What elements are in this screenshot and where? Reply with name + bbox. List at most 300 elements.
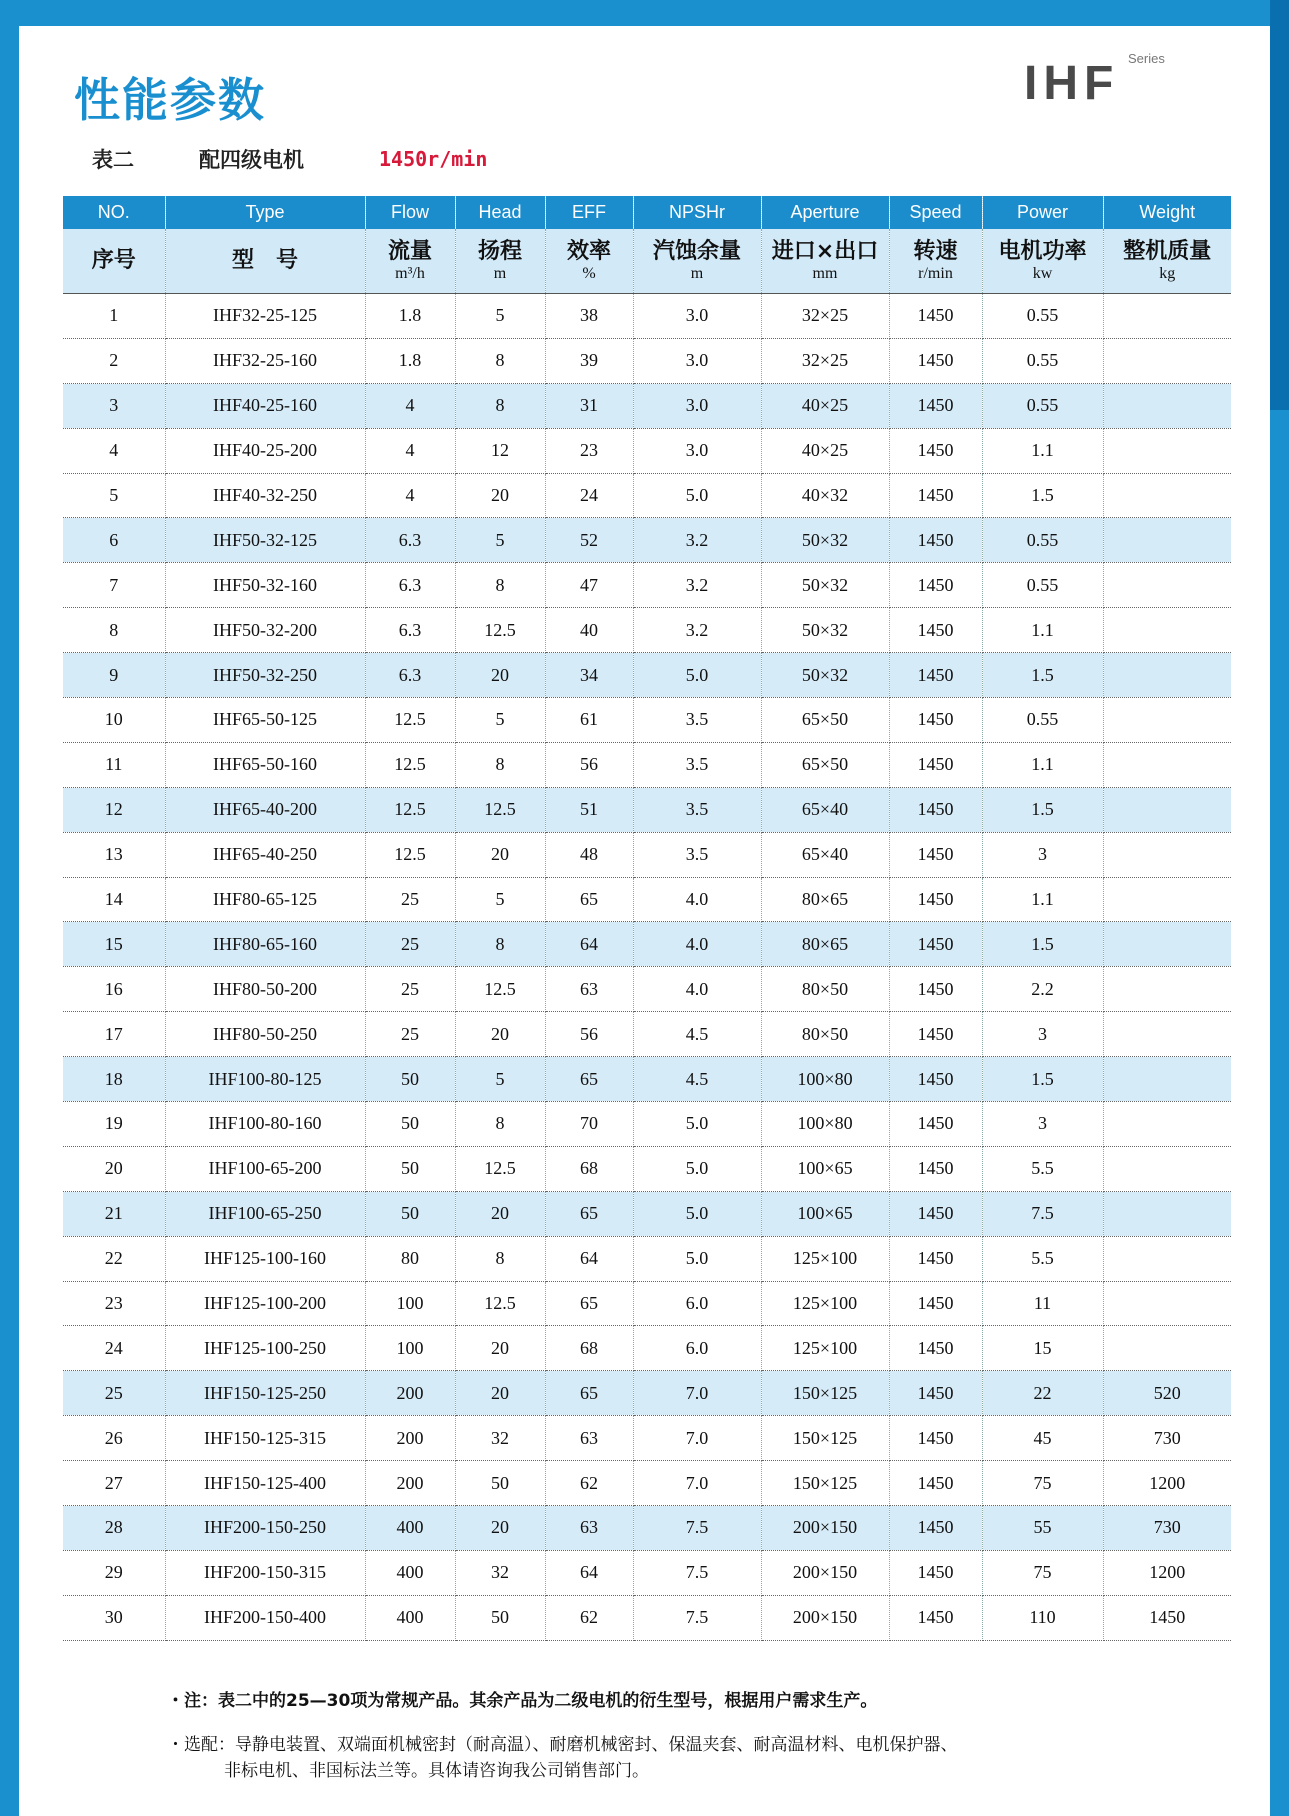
table-cell: 29: [63, 1550, 165, 1595]
table-row: [63, 922, 1231, 967]
table-cell: 12.5: [455, 1281, 545, 1326]
performance-table: [63, 196, 1231, 1641]
table-cell: 125×100: [761, 1236, 889, 1281]
table-cell: 5.0: [633, 1146, 761, 1191]
table-cell: 3.5: [633, 832, 761, 877]
table-row: [63, 1012, 1231, 1057]
table-cell: 20: [455, 832, 545, 877]
table-cell: 1.5: [982, 1057, 1103, 1102]
table-cell: IHF100-80-125: [165, 1057, 365, 1102]
table-cell: IHF40-25-200: [165, 428, 365, 473]
table-cell: 1200: [1103, 1550, 1231, 1595]
table-cell: 1450: [1103, 1595, 1231, 1640]
col-header-cn: [889, 229, 982, 294]
table-cell: 100×80: [761, 1102, 889, 1147]
table-cell: 5.5: [982, 1236, 1103, 1281]
table-cell: 100×65: [761, 1146, 889, 1191]
table-cell: 3.5: [633, 742, 761, 787]
note-options-line2: 非标电机、非国标法兰等。具体请咨询我公司销售部门。: [224, 1761, 649, 1781]
table-cell: 1450: [889, 1057, 982, 1102]
table-cell: 100×65: [761, 1191, 889, 1236]
table-cell: 20: [455, 1326, 545, 1371]
table-cell: 21: [63, 1191, 165, 1236]
col-header-cn: [1103, 229, 1231, 294]
table-cell: 20: [455, 1371, 545, 1416]
table-row: [63, 1595, 1231, 1640]
table-cell: 1450: [889, 1102, 982, 1147]
col-header-cn-label: 扬程: [477, 239, 522, 264]
table-cell: 20: [455, 653, 545, 698]
table-cell: [1103, 338, 1231, 383]
table-cell: 1.1: [982, 877, 1103, 922]
table-cell: 1450: [889, 1236, 982, 1281]
table-cell: 4: [365, 383, 455, 428]
table-cell: 400: [365, 1550, 455, 1595]
table-cell: 8: [455, 338, 545, 383]
table-cell: 63: [545, 1416, 633, 1461]
table-cell: 6.0: [633, 1326, 761, 1371]
col-unit: m³/h: [395, 265, 425, 282]
table-cell: 200×150: [761, 1550, 889, 1595]
table-cell: 32: [455, 1416, 545, 1461]
table-cell: 3.0: [633, 383, 761, 428]
col-header-en: Flow: [365, 196, 455, 229]
table-cell: IHF80-65-160: [165, 922, 365, 967]
col-unit: m: [493, 265, 507, 282]
table-cell: 56: [545, 1012, 633, 1057]
table-cell: 56: [545, 742, 633, 787]
table-cell: 15: [63, 922, 165, 967]
table-cell: 1.8: [365, 294, 455, 339]
table-cell: 1450: [889, 698, 982, 743]
col-unit: kw: [1032, 265, 1053, 282]
table-cell: 1450: [889, 1595, 982, 1640]
table-cell: 6.3: [365, 608, 455, 653]
table-cell: 8: [455, 563, 545, 608]
table-cell: 26: [63, 1416, 165, 1461]
table-cell: 52: [545, 518, 633, 563]
table-cell: 50: [455, 1461, 545, 1506]
table-cell: 7: [63, 563, 165, 608]
col-header-cn-label: 序号: [91, 248, 136, 273]
table-cell: [1103, 1012, 1231, 1057]
col-header-cn: [63, 229, 165, 294]
table-cell: [1103, 563, 1231, 608]
table-cell: 45: [982, 1416, 1103, 1461]
note-options: [167, 1732, 958, 1784]
table-cell: 1.5: [982, 787, 1103, 832]
table-cell: 80×50: [761, 967, 889, 1012]
table-cell: [1103, 877, 1231, 922]
table-cell: 1450: [889, 922, 982, 967]
table-cell: 8: [455, 922, 545, 967]
table-cell: 50×32: [761, 518, 889, 563]
table-cell: 1.1: [982, 742, 1103, 787]
table-cell: [1103, 1236, 1231, 1281]
table-cell: 40×25: [761, 428, 889, 473]
table-cell: 1450: [889, 1281, 982, 1326]
table-cell: 12.5: [365, 787, 455, 832]
table-row: [63, 1416, 1231, 1461]
table-cell: 3.0: [633, 294, 761, 339]
table-cell: 1.5: [982, 473, 1103, 518]
table-cell: 0.55: [982, 294, 1103, 339]
brand-series-label: Series: [1128, 51, 1165, 66]
table-cell: 150×125: [761, 1461, 889, 1506]
table-cell: 4.5: [633, 1012, 761, 1057]
table-cell: 6.0: [633, 1281, 761, 1326]
col-unit: m: [690, 265, 704, 282]
table-cell: 3: [982, 1012, 1103, 1057]
table-row: [63, 653, 1231, 698]
table-cell: 6.3: [365, 563, 455, 608]
table-cell: 3.5: [633, 698, 761, 743]
col-header-en: NO.: [63, 196, 165, 229]
table-row: [63, 563, 1231, 608]
table-cell: 0.55: [982, 338, 1103, 383]
col-header-cn: [455, 229, 545, 294]
table-cell: 22: [63, 1236, 165, 1281]
table-cell: IHF65-40-250: [165, 832, 365, 877]
table-cell: 12.5: [365, 698, 455, 743]
table-row: [63, 1146, 1231, 1191]
table-cell: IHF150-125-315: [165, 1416, 365, 1461]
table-cell: 65: [545, 1191, 633, 1236]
table-cell: 75: [982, 1461, 1103, 1506]
table-row: [63, 1461, 1231, 1506]
table-cell: IHF150-125-400: [165, 1461, 365, 1506]
table-cell: 1450: [889, 608, 982, 653]
table-cell: 1.1: [982, 608, 1103, 653]
table-cell: 8: [63, 608, 165, 653]
table-cell: IHF100-65-250: [165, 1191, 365, 1236]
table-cell: 12: [455, 428, 545, 473]
table-cell: [1103, 294, 1231, 339]
table-cell: 32: [455, 1550, 545, 1595]
table-cell: 125×100: [761, 1281, 889, 1326]
table-cell: 2: [63, 338, 165, 383]
table-cell: 1450: [889, 1506, 982, 1551]
table-cell: 1450: [889, 967, 982, 1012]
table-cell: 1: [63, 294, 165, 339]
table-cell: 64: [545, 922, 633, 967]
table-cell: 6.3: [365, 653, 455, 698]
table-row: [63, 742, 1231, 787]
table-cell: 1450: [889, 563, 982, 608]
table-cell: 12.5: [455, 787, 545, 832]
col-header-en: Aperture: [761, 196, 889, 229]
table-cell: 4.5: [633, 1057, 761, 1102]
table-cell: 47: [545, 563, 633, 608]
brand-logo: IHF: [1024, 57, 1120, 110]
table-cell: 6: [63, 518, 165, 563]
table-cell: 32×25: [761, 294, 889, 339]
table-cell: 3: [982, 1102, 1103, 1147]
table-cell: 1.5: [982, 922, 1103, 967]
note-regular-products: ・注：表二中的25—30项为常规产品。其余产品为二级电机的衍生型号，根据用户需求生产。: [167, 1691, 878, 1711]
table-cell: 68: [545, 1146, 633, 1191]
table-cell: 520: [1103, 1371, 1231, 1416]
table-cell: 9: [63, 653, 165, 698]
table-cell: [1103, 1102, 1231, 1147]
table-row: [63, 428, 1231, 473]
table-cell: [1103, 1191, 1231, 1236]
table-cell: 24: [545, 473, 633, 518]
col-header-cn-label: 电机功率: [998, 239, 1087, 264]
table-cell: [1103, 742, 1231, 787]
table-cell: 5.0: [633, 653, 761, 698]
table-cell: IHF100-80-160: [165, 1102, 365, 1147]
table-cell: IHF65-50-160: [165, 742, 365, 787]
table-cell: 5: [455, 698, 545, 743]
col-header-cn-label: 效率: [566, 239, 611, 264]
table-cell: [1103, 1146, 1231, 1191]
table-cell: 100: [365, 1326, 455, 1371]
table-cell: 3.0: [633, 428, 761, 473]
table-cell: 3.2: [633, 563, 761, 608]
table-cell: 3.2: [633, 608, 761, 653]
table-cell: 7.5: [633, 1550, 761, 1595]
table-cell: 20: [455, 473, 545, 518]
table-cell: 8: [455, 1102, 545, 1147]
table-cell: [1103, 787, 1231, 832]
table-cell: 25: [63, 1371, 165, 1416]
table-cell: 48: [545, 832, 633, 877]
table-cell: 12.5: [455, 608, 545, 653]
table-cell: 5.0: [633, 1191, 761, 1236]
table-cell: 80×65: [761, 922, 889, 967]
table-cell: 1450: [889, 383, 982, 428]
table-cell: 1450: [889, 787, 982, 832]
table-cell: [1103, 608, 1231, 653]
table-cell: 4.0: [633, 922, 761, 967]
table-cell: 1.1: [982, 428, 1103, 473]
table-header-cn: [63, 229, 1231, 294]
table-cell: 50: [365, 1102, 455, 1147]
table-row: [63, 608, 1231, 653]
table-cell: 100: [365, 1281, 455, 1326]
table-cell: IHF80-50-200: [165, 967, 365, 1012]
table-cell: 15: [982, 1326, 1103, 1371]
table-cell: 5: [455, 294, 545, 339]
table-cell: [1103, 1281, 1231, 1326]
table-cell: 16: [63, 967, 165, 1012]
table-cell: 5.5: [982, 1146, 1103, 1191]
table-cell: 17: [63, 1012, 165, 1057]
table-cell: 1450: [889, 653, 982, 698]
table-row: [63, 967, 1231, 1012]
table-cell: 200: [365, 1461, 455, 1506]
motor-label: 配四级电机: [199, 148, 304, 172]
table-cell: 3: [63, 383, 165, 428]
table-cell: 1.5: [982, 653, 1103, 698]
table-cell: 4.0: [633, 877, 761, 922]
table-cell: 64: [545, 1550, 633, 1595]
table-cell: 39: [545, 338, 633, 383]
table-cell: 20: [63, 1146, 165, 1191]
table-cell: 1450: [889, 518, 982, 563]
table-cell: 65: [545, 1371, 633, 1416]
table-cell: 5: [63, 473, 165, 518]
table-cell: 65×50: [761, 742, 889, 787]
table-cell: 7.5: [633, 1506, 761, 1551]
table-cell: 13: [63, 832, 165, 877]
table-cell: 11: [982, 1281, 1103, 1326]
table-cell: IHF200-150-315: [165, 1550, 365, 1595]
table-row: [63, 1191, 1231, 1236]
table-cell: 5: [455, 877, 545, 922]
table-cell: 65×40: [761, 832, 889, 877]
table-cell: [1103, 1326, 1231, 1371]
col-header-cn-label: 流量: [387, 239, 432, 264]
table-cell: 80×50: [761, 1012, 889, 1057]
table-cell: 1450: [889, 1191, 982, 1236]
col-unit: %: [582, 265, 596, 282]
table-row: [63, 832, 1231, 877]
table-cell: [1103, 518, 1231, 563]
table-cell: 40×25: [761, 383, 889, 428]
table-cell: 62: [545, 1595, 633, 1640]
table-cell: 23: [545, 428, 633, 473]
table-cell: 20: [455, 1012, 545, 1057]
table-cell: 30: [63, 1595, 165, 1640]
table-cell: 34: [545, 653, 633, 698]
table-cell: 1450: [889, 294, 982, 339]
table-cell: 1450: [889, 1371, 982, 1416]
table-cell: 25: [365, 877, 455, 922]
col-header-cn-label: 整机质量: [1123, 239, 1212, 264]
table-cell: 100×80: [761, 1057, 889, 1102]
table-row: [63, 1102, 1231, 1147]
table-cell: 4: [365, 473, 455, 518]
table-cell: IHF65-50-125: [165, 698, 365, 743]
table-cell: 20: [455, 1191, 545, 1236]
table-row: [63, 787, 1231, 832]
table-cell: 8: [455, 742, 545, 787]
table-cell: [1103, 653, 1231, 698]
table-cell: 730: [1103, 1506, 1231, 1551]
table-cell: 4: [63, 428, 165, 473]
col-header-en: Power: [982, 196, 1103, 229]
table-cell: [1103, 967, 1231, 1012]
table-cell: 5.0: [633, 473, 761, 518]
document-page: [19, 26, 1270, 1816]
table-cell: 7.0: [633, 1371, 761, 1416]
table-label: 表二: [92, 148, 134, 172]
table-row: [63, 1236, 1231, 1281]
table-cell: 61: [545, 698, 633, 743]
table-cell: 7.5: [982, 1191, 1103, 1236]
table-cell: 28: [63, 1506, 165, 1551]
table-cell: IHF125-100-160: [165, 1236, 365, 1281]
table-cell: 65: [545, 1281, 633, 1326]
table-cell: 50: [365, 1057, 455, 1102]
col-header-en: Head: [455, 196, 545, 229]
table-cell: 3: [982, 832, 1103, 877]
table-body: [63, 294, 1231, 1641]
col-header-cn-label: 进口×出口: [771, 239, 879, 264]
table-cell: [1103, 473, 1231, 518]
col-header-en: NPSHr: [633, 196, 761, 229]
table-cell: 63: [545, 1506, 633, 1551]
speed-label: 1450r/min: [379, 147, 488, 171]
col-header-cn-label: 汽蚀余量: [652, 239, 741, 264]
table-cell: 4.0: [633, 967, 761, 1012]
table-cell: IHF100-65-200: [165, 1146, 365, 1191]
col-header-cn: [165, 229, 365, 294]
table-cell: 12.5: [365, 832, 455, 877]
table-cell: 0.55: [982, 518, 1103, 563]
table-cell: 32×25: [761, 338, 889, 383]
table-cell: 80×65: [761, 877, 889, 922]
table-cell: IHF125-100-250: [165, 1326, 365, 1371]
table-cell: 7.0: [633, 1461, 761, 1506]
col-header-cn: [982, 229, 1103, 294]
table-cell: 200: [365, 1371, 455, 1416]
col-header-cn-label: 型 号: [231, 248, 298, 273]
table-cell: 80: [365, 1236, 455, 1281]
col-unit: mm: [812, 265, 838, 282]
table-cell: 3.0: [633, 338, 761, 383]
table-row: [63, 383, 1231, 428]
table-cell: [1103, 1057, 1231, 1102]
table-cell: 1450: [889, 1416, 982, 1461]
table-cell: 50×32: [761, 653, 889, 698]
table-cell: 65×40: [761, 787, 889, 832]
table-cell: 65: [545, 1057, 633, 1102]
table-cell: 31: [545, 383, 633, 428]
table-cell: 400: [365, 1506, 455, 1551]
table-cell: 40: [545, 608, 633, 653]
table-cell: 3.2: [633, 518, 761, 563]
col-unit: kg: [1159, 265, 1176, 282]
table-cell: 3.5: [633, 787, 761, 832]
table-cell: 1450: [889, 832, 982, 877]
col-header-cn: [633, 229, 761, 294]
note-options-line1: ・选配：导静电装置、双端面机械密封（耐高温）、耐磨机械密封、保温夹套、耐高温材料、电机保护器、: [167, 1735, 958, 1755]
table-cell: 150×125: [761, 1416, 889, 1461]
table-cell: 5.0: [633, 1102, 761, 1147]
table-cell: 62: [545, 1461, 633, 1506]
table-cell: 400: [365, 1595, 455, 1640]
table-cell: 1450: [889, 877, 982, 922]
table-row: [63, 294, 1231, 339]
table-cell: 70: [545, 1102, 633, 1147]
table-cell: IHF50-32-125: [165, 518, 365, 563]
table-row: [63, 877, 1231, 922]
table-cell: 22: [982, 1371, 1103, 1416]
col-unit: r/min: [918, 265, 953, 282]
table-cell: 40×32: [761, 473, 889, 518]
table-row: [63, 1506, 1231, 1551]
page-title: 性能参数: [74, 73, 266, 127]
table-cell: 0.55: [982, 698, 1103, 743]
table-cell: 150×125: [761, 1371, 889, 1416]
table-cell: 8: [455, 1236, 545, 1281]
table-row: [63, 1057, 1231, 1102]
table-cell: 50: [455, 1595, 545, 1640]
table-cell: 200×150: [761, 1506, 889, 1551]
table-cell: 38: [545, 294, 633, 339]
table-cell: 12.5: [455, 967, 545, 1012]
table-cell: 1450: [889, 473, 982, 518]
table-cell: IHF32-25-160: [165, 338, 365, 383]
table-cell: 1450: [889, 1550, 982, 1595]
table-cell: 12.5: [455, 1146, 545, 1191]
table-cell: 5: [455, 518, 545, 563]
table-cell: 200×150: [761, 1595, 889, 1640]
table-cell: 19: [63, 1102, 165, 1147]
